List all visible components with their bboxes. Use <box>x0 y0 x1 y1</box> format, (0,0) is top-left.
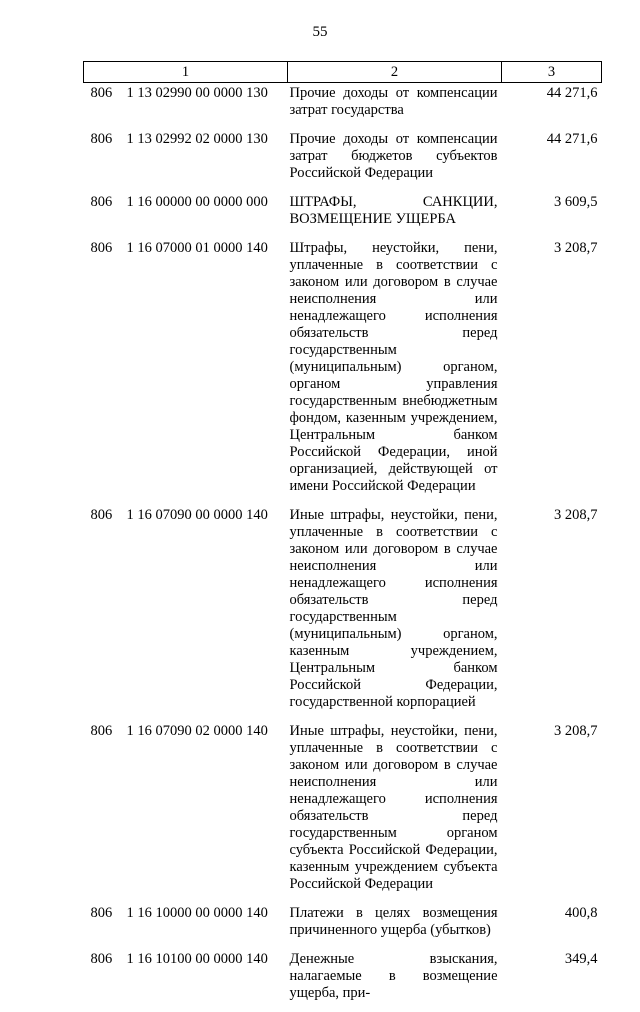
revenue-name: Штрафы, неустойки, пени, уплаченные в соответствии с законом или договором в случае неисполнения или ненадлежащего исполнения обязательств перед государственным (муниципальным) органом, органом управления государственным внебюджетным фондом, казенным учреждением, Центральным банком Российской Федерации, иной организацией, действующей от имени Российской Федерации <box>288 238 502 505</box>
revenue-name: Прочие доходы от компенсации затрат государства <box>288 83 502 130</box>
revenue-code: 1 13 02990 00 0000 130 <box>120 83 288 130</box>
table-body <box>84 83 602 1012</box>
admin-code: 806 <box>84 192 120 238</box>
table-row <box>84 721 602 903</box>
revenue-amount: 3 609,5 <box>502 192 602 238</box>
revenue-code: 1 16 00000 00 0000 000 <box>120 192 288 238</box>
table-header <box>84 62 602 83</box>
admin-code: 806 <box>84 129 120 192</box>
table-row <box>84 83 602 130</box>
revenue-name: ШТРАФЫ, САНКЦИИ, ВОЗМЕЩЕНИЕ УЩЕРБА <box>288 192 502 238</box>
revenue-code: 1 13 02992 02 0000 130 <box>120 129 288 192</box>
header-col-2: 2 <box>288 62 502 83</box>
revenue-amount: 44 271,6 <box>502 83 602 130</box>
revenue-amount: 3 208,7 <box>502 238 602 505</box>
page-number: 55 <box>0 24 640 41</box>
header-row <box>84 62 602 83</box>
revenue-code: 1 16 10000 00 0000 140 <box>120 903 288 949</box>
budget-revenue-table <box>83 61 602 1012</box>
table-row <box>84 949 602 1012</box>
header-col-1: 1 <box>84 62 288 83</box>
revenue-name: Иные штрафы, неустойки, пени, уплаченные в соответствии с законом или договором в случае неисполнения или ненадлежащего исполнения обязательств перед государственным (муниципальным) органом, казенным учреждением, Центральным банком Российской Федерации, государственной корпорацией <box>288 505 502 721</box>
revenue-amount: 400,8 <box>502 903 602 949</box>
revenue-amount: 3 208,7 <box>502 505 602 721</box>
header-col-3: 3 <box>502 62 602 83</box>
admin-code: 806 <box>84 721 120 903</box>
revenue-code: 1 16 07090 00 0000 140 <box>120 505 288 721</box>
revenue-name: Иные штрафы, неустойки, пени, уплаченные в соответствии с законом или договором в случае неисполнения или ненадлежащего исполнения обязательств перед государственным органом субъекта Российской Федерации, казенным учреждением субъекта Российской Федерации <box>288 721 502 903</box>
admin-code: 806 <box>84 903 120 949</box>
revenue-name: Платежи в целях возмещения причиненного ущерба (убытков) <box>288 903 502 949</box>
revenue-code: 1 16 07000 01 0000 140 <box>120 238 288 505</box>
admin-code: 806 <box>84 238 120 505</box>
revenue-code: 1 16 07090 02 0000 140 <box>120 721 288 903</box>
revenue-amount: 3 208,7 <box>502 721 602 903</box>
revenue-code: 1 16 10100 00 0000 140 <box>120 949 288 1012</box>
table-row <box>84 129 602 192</box>
revenue-amount: 349,4 <box>502 949 602 1012</box>
admin-code: 806 <box>84 505 120 721</box>
revenue-amount: 44 271,6 <box>502 129 602 192</box>
table-row <box>84 192 602 238</box>
table-row <box>84 903 602 949</box>
table-row <box>84 505 602 721</box>
revenue-name: Денежные взыскания, налагаемые в возмещение ущерба, при- <box>288 949 502 1012</box>
admin-code: 806 <box>84 949 120 1012</box>
admin-code: 806 <box>84 83 120 130</box>
revenue-name: Прочие доходы от компенсации затрат бюджетов субъектов Российской Федерации <box>288 129 502 192</box>
table-row <box>84 238 602 505</box>
